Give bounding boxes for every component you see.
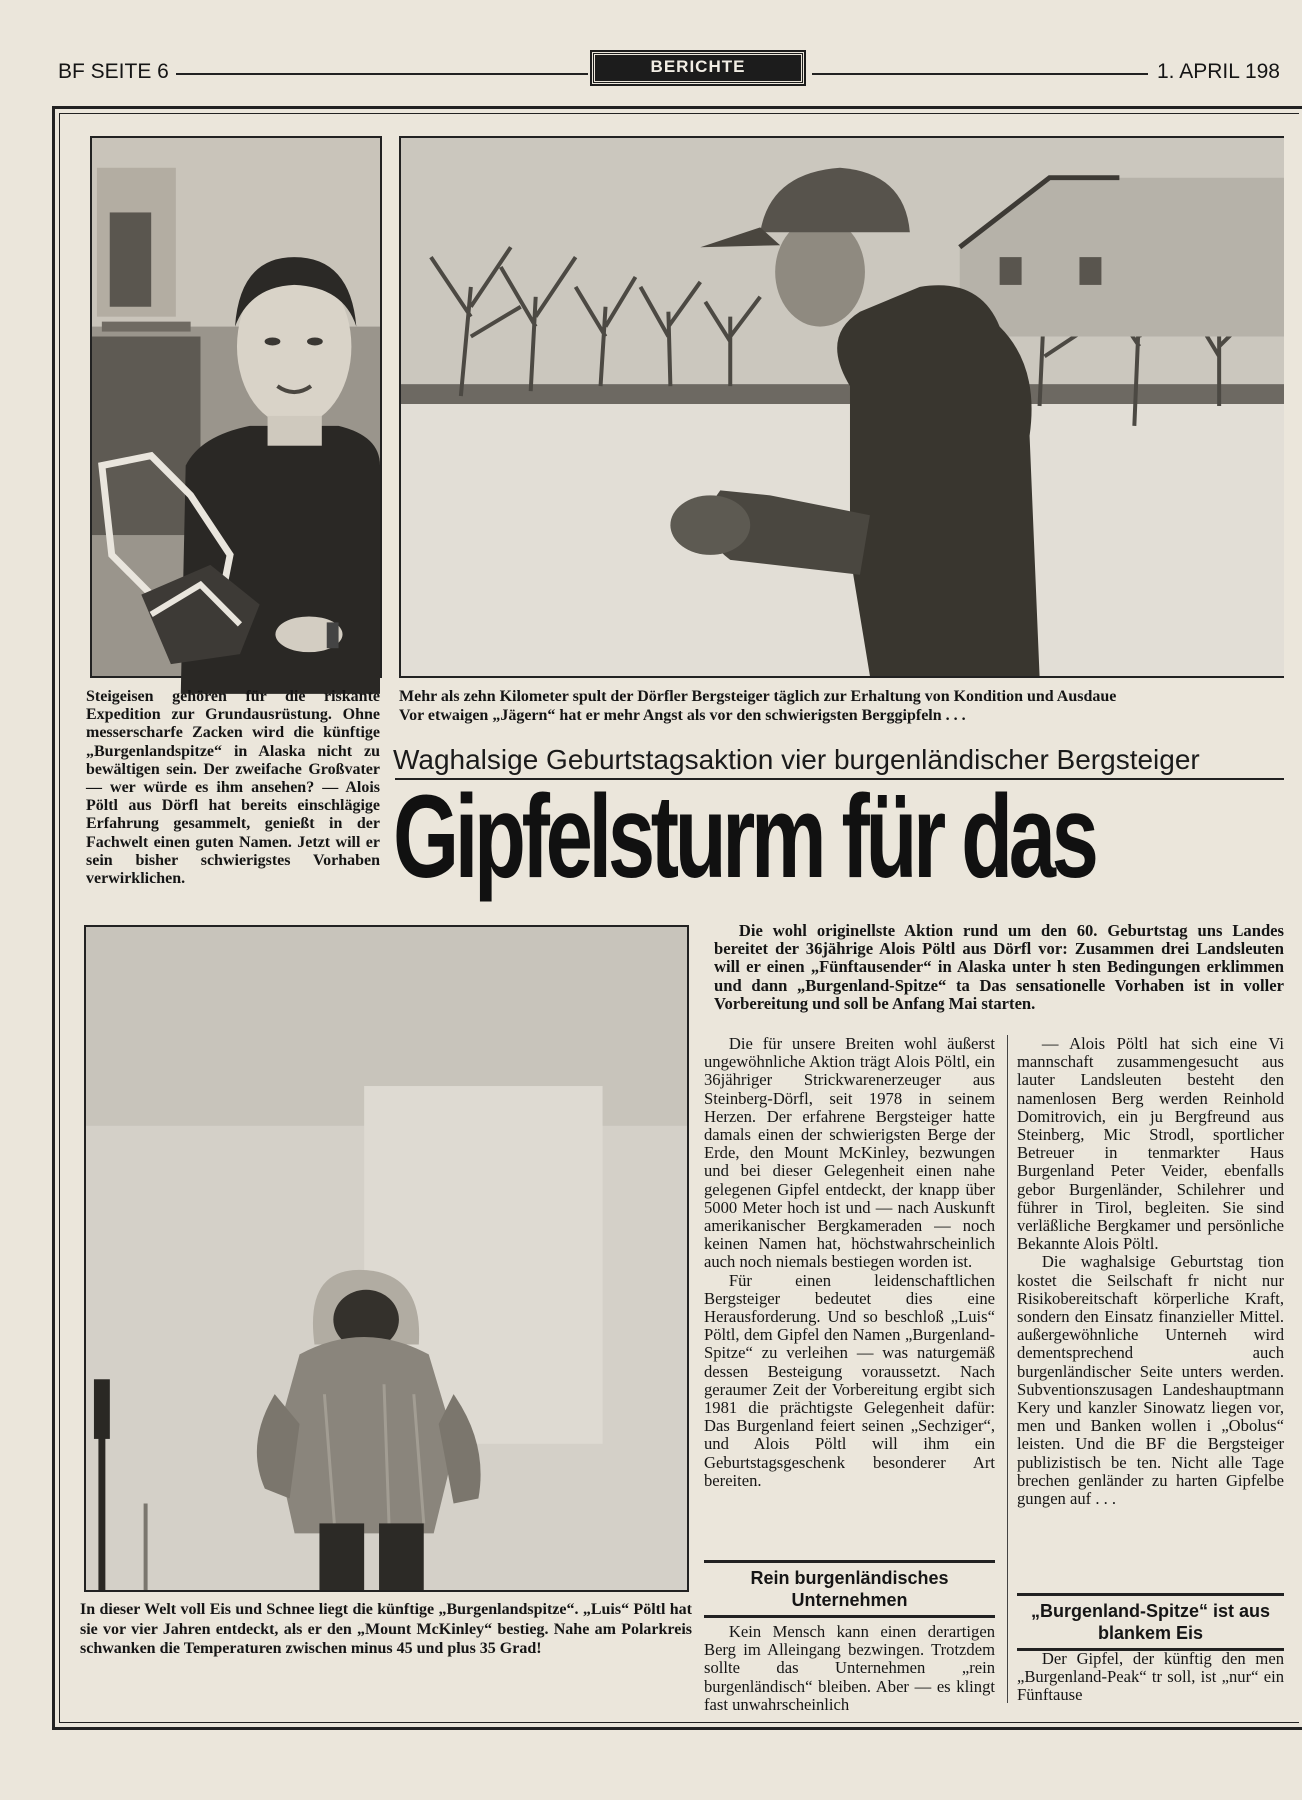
- caption-climber: In dieser Welt voll Eis und Schnee liegt die künftige „Burgenlandspitze“. „Luis“ Pöltl hat sie vor vier Jahren entdeckt, als er den „Mount McKinley“ bestieg. Nahe am Polarkreis schwanken die Temperaturen zwischen minus 45 und plus 35 Grad!: [80, 1601, 692, 1657]
- issue-date: 1. APRIL 198: [1157, 60, 1280, 83]
- photo-climber-image: [86, 927, 687, 1590]
- col1-paragraph-1: Die für unsere Breiten wohl äußerst ungewöhnliche Aktion trägt Alois Pöltl, ein 36jähriger Strickwarenerzeuger aus Steinberg-Dörfl, seit 1978 in seinem Herzen. Der erfahrene Bergsteiger hatte damals einen der schwierigsten Berge der Erde, den Mount McKinley, bezwungen und bei dieser Gelegenheit einen nahe gelegenen Gipfel entdeckt, der knapp über 5000 Meter hoch ist und — nach Auskunft amerikanischer Bergkameraden — noch keinen Namen hat, höchstwahrscheinlich auch noch niemals bestiegen worden ist.: [704, 1034, 995, 1272]
- column-2-continued: [1017, 1650, 1284, 1706]
- column-1-continued: [704, 1622, 995, 1714]
- photo-runner-image: [401, 138, 1284, 676]
- header-rule-right: [812, 73, 1148, 75]
- headline: Gipfelsturm für das: [393, 771, 1095, 903]
- lead-paragraph: [714, 922, 1284, 1034]
- column-2: [1017, 1035, 1284, 1590]
- kicker: Waghalsige Geburtstagsaktion vier burgenländischer Bergsteiger: [393, 744, 1200, 775]
- subheading-1: Rein burgenländisches Unternehmen: [704, 1560, 995, 1618]
- photo-runner: [399, 136, 1284, 678]
- column-1: [704, 1035, 995, 1555]
- section-rubric: BERICHTE: [592, 52, 804, 84]
- page-label: BF SEITE 6: [58, 60, 169, 83]
- col2-paragraph-3: Der Gipfel, der künftig den men „Burgenland-Peak“ tr soll, ist „nur“ ein Fünftause: [1017, 1649, 1284, 1705]
- col1-paragraph-2: Für einen leidenschaftlichen Bergsteiger bedeutet dies eine Herausforderung. Und so beschloß „Luis“ Pöltl, dem Gipfel den Namen „Burgenland-Spitze“ zu verleihen — was naturgemäß dessen Besteigung voraussetzt. Nach geraumer Zeit der Vorbereitung ergibt sich 1981 die prächtigste Gelegenheit dafür: Das Burgenland feiert seinen „Sechziger“, und Alois Pöltl will ihm ein Geburtstagsgeschenk besonderer Art bereiten.: [704, 1270, 995, 1490]
- header-rule-left: [176, 73, 588, 75]
- col2-paragraph-2: Die waghalsige Geburtstag tion kostet die Seilschaft fr nicht nur Risikobereitschaft körperliche Kraft, sondern den Einsatz finanzieller Mittel. außergewöhnliche Unterneh wird dementsprechend auch burgenländischer Seite unters werden. Subventionszusagen Landeshauptmann Kery und kanzler Sinowatz liegen vor, men und Banken wollen i „Obolus“ leisten. Und die BF die Bergsteiger publizistisch be ten. Nicht alle Tage brechen genländer zu harten Gipfelbe gungen auf . . .: [1017, 1252, 1284, 1509]
- photo-crampons-image: [92, 138, 380, 676]
- caption-crampons: Steigeisen gehören für die riskante Expedition zur Grundausrüstung. Ohne messerscharfe Zacken wird die künftige „Burgenlandspitze“ in Alaska nicht zu bewältigen sein. Der zweifache Großvater — wer würde es ihm ansehen? — Alois Pöltl aus Dörfl hat bereits einschlägige Erfahrung gesammelt, genießt in der Fachwelt einen guten Namen. Jetzt will er sein bisher schwierigstes Vorhaben verwirklichen.: [86, 688, 380, 888]
- caption-runner-line-1: Mehr als zehn Kilometer spult der Dörfler Bergsteiger täglich zur Erhaltung von Kondition und Ausdaue: [399, 688, 1117, 705]
- column-divider: [1007, 1035, 1008, 1703]
- col2-paragraph-1: — Alois Pöltl hat sich eine Vi mannschaft zusammengesucht aus lauter Landsleuten besteht den namenlosen Berg werden Reinhold Domitrovich, ein ju Bergfreund aus Steinberg, Mic Strodl, sportlicher Betreuer in tenmarkter Haus Burgenland Peter Veider, ebenfalls gebor Burgenländer, Schilehrer und führer in Tirol, begleiten. Sie sind verläßliche Bergkamer und persönliche Bekannte Alois Pöltl.: [1017, 1034, 1284, 1254]
- caption-runner-line-2: Vor etwaigen „Jägern“ hat er mehr Angst als vor den schwierigsten Berggipfeln . . .: [399, 707, 966, 724]
- col1-paragraph-3: Kein Mensch kann einen derartigen Berg im Alleingang bezwingen. Trotzdem sollte das Unternehmen „rein burgenländisch“ bleiben. Aber — es klingt fast unwahrscheinlich: [704, 1622, 995, 1714]
- photo-climber: [84, 925, 689, 1592]
- photo-crampons: [90, 136, 382, 678]
- lead-text: Die wohl originellste Aktion rund um den 60. Geburtstag uns Landes bereitet der 36jährige Alois Pöltl aus Dörfl vor: Zusammen drei Landsleuten will er einen „Fünftausender“ in Alaska unter h sten Bedingungen erklimmen und dann „Burgenland-Spitze“ ta Das sensationelle Vorhaben ist in voller Vorbereitung und soll be Anfang Mai starten.: [714, 921, 1284, 1013]
- headline-wrap: [393, 771, 1284, 908]
- subheading-2: „Burgenland-Spitze“ ist aus blankem Eis: [1017, 1593, 1284, 1651]
